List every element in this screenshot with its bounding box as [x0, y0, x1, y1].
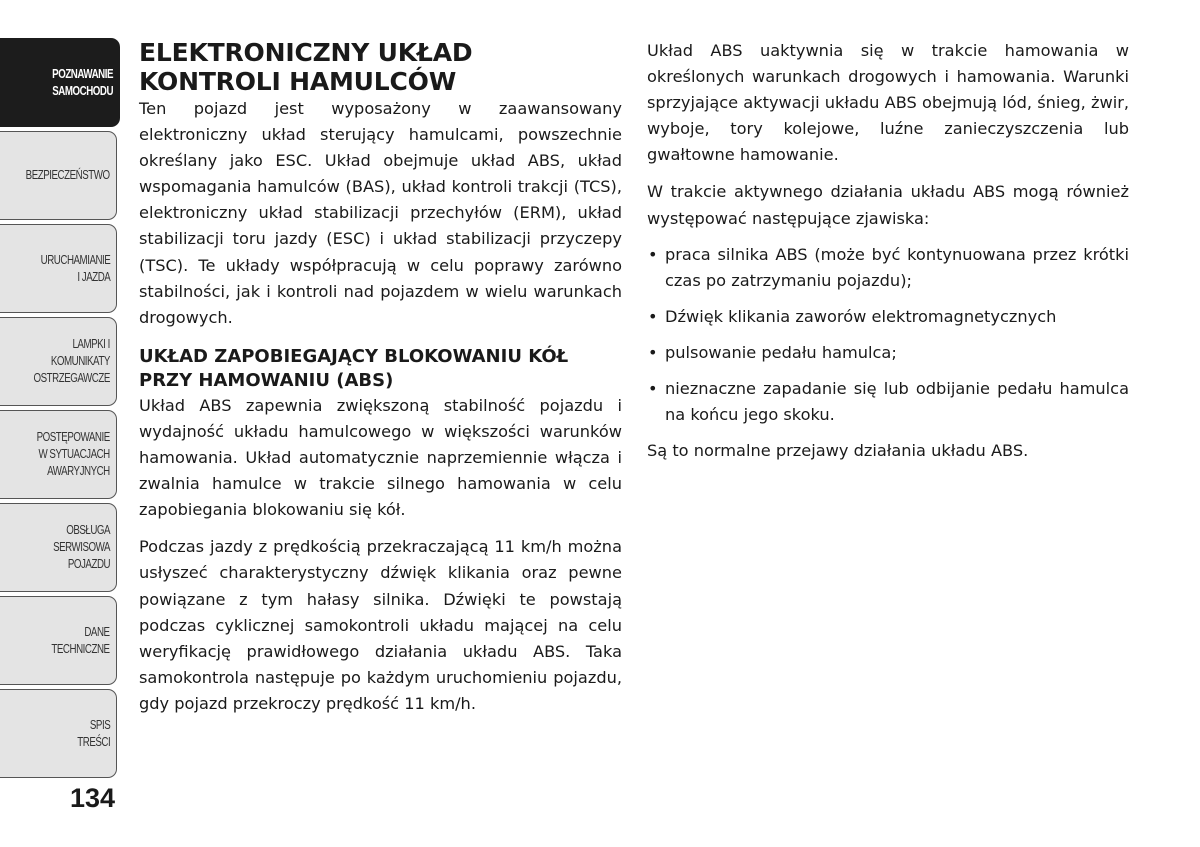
- tab-poznawanie-samochodu[interactable]: [0, 38, 120, 127]
- page-number: 134: [70, 783, 116, 813]
- closing-paragraph: Są to normalne przejawy działania układu ABS.: [647, 441, 1029, 461]
- abs-activation-paragraph: Układ ABS uaktywnia się w trakcie hamowania w określonych warunkach drogowych i hamowania. Warunki sprzyjające aktywacji układu ABS obejmują lód, śnieg, żwir, wyboje, tory kolejowe, luźne zanieczyszczenia lub gwałtowne hamowanie.: [647, 41, 1129, 165]
- abs-paragraph-2: Podczas jazdy z prędkością przekraczającą 11 km/h można usłyszeć charakterystyczny dźwięk klikania oraz pewne powiązane z tym hałasy silnika. Dźwięki te powstają podczas cyklicznej samokontroli układu mającej na celu weryfikację prawidłowego działania układu ABS. Taka samokontrola następuje po każdym uruchomieniu pojazdu, gdy pojazd przekroczy prędkość 11 km/h.: [139, 537, 622, 713]
- list-item: • nieznaczne zapadanie się lub odbijanie pedału hamulca na końcu jego skoku.: [647, 376, 1129, 428]
- tab-label: POZNAWANIE SAMOCHODU: [52, 66, 113, 98]
- subsection-title: UKŁAD ZAPOBIEGAJĄCY BLOKOWANIU KÓŁ PRZY HAMOWANIU (ABS): [139, 345, 569, 391]
- list-item: • pulsowanie pedału hamulca;: [647, 340, 1129, 366]
- tab-bezpieczenstwo[interactable]: [0, 131, 117, 220]
- list-item: • Dźwięk klikania zaworów elektromagnetycznych: [647, 304, 1129, 330]
- phenomena-list: [647, 242, 1129, 429]
- list-item: • praca silnika ABS (może być kontynuowana przez krótki czas po zatrzymaniu pojazdu);: [647, 242, 1129, 294]
- abs-paragraph-1: Układ ABS zapewnia zwiększoną stabilność pojazdu i wydajność układu hamulcowego w większości warunków hamowania. Układ automatycznie naprzemiennie włącza i zwalnia hamulce w trakcie silnego hamowania w celu zapobiegania blokowaniu się kół.: [139, 395, 622, 520]
- tab-label: LAMPKI I KOMUNIKATY OSTRZEGAWCZE: [33, 337, 110, 385]
- left-column: [139, 38, 622, 717]
- tab-uruchamianie-i-jazda[interactable]: [0, 224, 117, 313]
- tab-label: POSTĘPOWANIE W SYTUACJACH AWARYJNYCH: [36, 430, 110, 478]
- intro-paragraph: Ten pojazd jest wyposażony w zaawansowany elektroniczny układ sterujący hamulcami, powszechnie określany jako ESC. Układ obejmuje układ ABS, układ wspomagania hamulców (BAS), układ kontroli trakcji (TCS), elektroniczny układ stabilizacji przechyłów (ERM), układ stabilizacji toru jazdy (ESC) i układ stabilizacji przyczepy (TSC). Te układy współpracują w celu poprawy zarówno stabilności, jak i kontroli nad pojazdem w wielu warunkach drogowych.: [139, 99, 622, 327]
- tab-label: URUCHAMIANIE I JAZDA: [40, 252, 110, 284]
- tab-postepowanie-awaryjne[interactable]: [0, 410, 117, 499]
- abs-phenomena-intro: W trakcie aktywnego działania układu ABS mogą również występować następujące zjawiska:: [647, 182, 1129, 228]
- tab-obsluga-serwisowa[interactable]: [0, 503, 117, 592]
- tab-lampki-i-komunikaty[interactable]: [0, 317, 117, 406]
- tab-label: SPIS TREŚCI: [77, 717, 110, 749]
- tab-label: OBSŁUGA SERWISOWA POJAZDU: [52, 523, 110, 571]
- section-title: ELEKTRONICZNY UKŁAD KONTROLI HAMULCÓW: [139, 38, 473, 96]
- right-column: [647, 38, 1129, 464]
- tab-label: BEZPIECZEŃSTWO: [26, 168, 110, 182]
- tab-dane-techniczne[interactable]: [0, 596, 117, 685]
- tab-spis-tresci[interactable]: [0, 689, 117, 778]
- tab-label: DANE TECHNICZNE: [51, 624, 110, 656]
